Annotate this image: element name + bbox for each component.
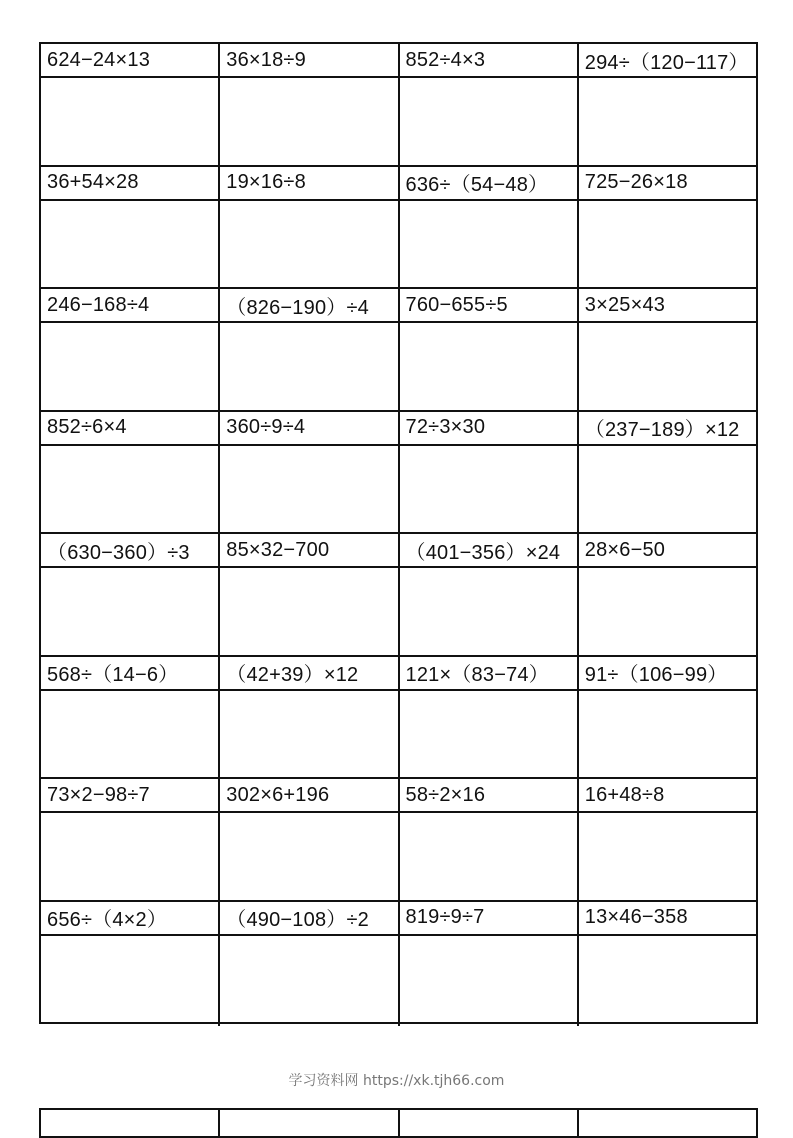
problem-cell — [41, 167, 220, 288]
answer-area — [400, 78, 577, 165]
answer-area — [579, 691, 756, 778]
answer-area — [220, 446, 397, 533]
problem-cell — [220, 289, 399, 410]
answer-area — [41, 446, 218, 533]
answer-area — [41, 691, 218, 778]
math-expression: 72÷3×30 — [400, 412, 577, 446]
problem-row-7 — [41, 779, 756, 902]
problem-cell — [220, 534, 399, 655]
problem-cell — [579, 289, 756, 410]
problem-cell — [41, 657, 220, 778]
math-expression: 36×18÷9 — [220, 44, 397, 78]
problem-row-1 — [41, 44, 756, 167]
answer-area — [220, 936, 397, 1026]
answer-area — [220, 568, 397, 655]
answer-area — [579, 813, 756, 900]
answer-area — [220, 813, 397, 900]
problem-cell — [41, 534, 220, 655]
math-expression: （490−108）÷2 — [220, 902, 397, 936]
problem-cell — [41, 902, 220, 1026]
math-expression: 819÷9÷7 — [400, 902, 577, 936]
problem-cell — [400, 289, 579, 410]
math-expression: 3×25×43 — [579, 289, 756, 323]
problem-cell — [220, 44, 399, 165]
math-expression: 294÷（120−117） — [579, 44, 756, 78]
watermark-text: 学习资料网 https://xk.tjh66.com — [288, 1073, 505, 1089]
answer-area — [579, 201, 756, 288]
math-expression: 656÷（4×2） — [41, 902, 218, 936]
math-expression: （826−190）÷4 — [220, 289, 397, 323]
math-expression: 85×32−700 — [220, 534, 397, 568]
table-edge-cell — [579, 1110, 756, 1136]
problem-cell — [579, 167, 756, 288]
answer-area — [579, 78, 756, 165]
problem-cell — [400, 779, 579, 900]
answer-area — [41, 936, 218, 1026]
problem-cell — [41, 44, 220, 165]
math-expression: 302×6+196 — [220, 779, 397, 813]
math-expression: （42+39）×12 — [220, 657, 397, 691]
answer-area — [41, 323, 218, 410]
answer-area — [400, 446, 577, 533]
math-expression: 725−26×18 — [579, 167, 756, 201]
math-expression: 58÷2×16 — [400, 779, 577, 813]
problem-cell — [220, 657, 399, 778]
problem-row-2 — [41, 167, 756, 290]
next-page-table-edge — [39, 1108, 758, 1138]
math-expression: 16+48÷8 — [579, 779, 756, 813]
problem-cell — [400, 44, 579, 165]
problem-cell — [400, 167, 579, 288]
problem-row-4 — [41, 412, 756, 535]
problem-cell — [220, 902, 399, 1026]
answer-area — [41, 78, 218, 165]
problem-cell — [400, 412, 579, 533]
table-edge-cell — [220, 1110, 399, 1136]
math-expression: 852÷4×3 — [400, 44, 577, 78]
math-expression: 91÷（106−99） — [579, 657, 756, 691]
answer-area — [41, 813, 218, 900]
math-expression: （401−356）×24 — [400, 534, 577, 568]
problem-row-8 — [41, 902, 756, 1026]
math-expression: 36+54×28 — [41, 167, 218, 201]
problem-cell — [41, 779, 220, 900]
answer-area — [579, 568, 756, 655]
problem-cell — [400, 534, 579, 655]
problem-cell — [400, 657, 579, 778]
answer-area — [400, 201, 577, 288]
math-expression: 246−168÷4 — [41, 289, 218, 323]
math-expression: 19×16÷8 — [220, 167, 397, 201]
table-edge-cell — [400, 1110, 579, 1136]
answer-area — [400, 691, 577, 778]
math-expression: 13×46−358 — [579, 902, 756, 936]
answer-area — [579, 446, 756, 533]
arithmetic-worksheet-grid — [39, 42, 758, 1024]
math-expression: （630−360）÷3 — [41, 534, 218, 568]
answer-area — [400, 936, 577, 1026]
problem-cell — [220, 412, 399, 533]
answer-area — [400, 813, 577, 900]
math-expression: 852÷6×4 — [41, 412, 218, 446]
math-expression: 568÷（14−6） — [41, 657, 218, 691]
answer-area — [220, 691, 397, 778]
problem-cell — [220, 167, 399, 288]
answer-area — [579, 323, 756, 410]
math-expression: 624−24×13 — [41, 44, 218, 78]
math-expression: 28×6−50 — [579, 534, 756, 568]
math-expression: （237−189）×12 — [579, 412, 756, 446]
math-expression: 760−655÷5 — [400, 289, 577, 323]
problem-cell — [579, 779, 756, 900]
answer-area — [400, 568, 577, 655]
problem-cell — [579, 412, 756, 533]
answer-area — [41, 568, 218, 655]
math-expression: 121×（83−74） — [400, 657, 577, 691]
problem-cell — [579, 534, 756, 655]
problem-row-6 — [41, 657, 756, 780]
answer-area — [220, 78, 397, 165]
problem-row-5 — [41, 534, 756, 657]
problem-cell — [579, 902, 756, 1026]
problem-cell — [579, 657, 756, 778]
problem-cell — [41, 289, 220, 410]
problem-cell — [41, 412, 220, 533]
problem-row-3 — [41, 289, 756, 412]
answer-area — [220, 201, 397, 288]
math-expression: 360÷9÷4 — [220, 412, 397, 446]
math-expression: 73×2−98÷7 — [41, 779, 218, 813]
math-expression: 636÷（54−48） — [400, 167, 577, 201]
table-edge-cell — [41, 1110, 220, 1136]
answer-area — [41, 201, 218, 288]
problem-cell — [400, 902, 579, 1026]
answer-area — [579, 936, 756, 1026]
answer-area — [220, 323, 397, 410]
problem-cell — [579, 44, 756, 165]
problem-cell — [220, 779, 399, 900]
answer-area — [400, 323, 577, 410]
